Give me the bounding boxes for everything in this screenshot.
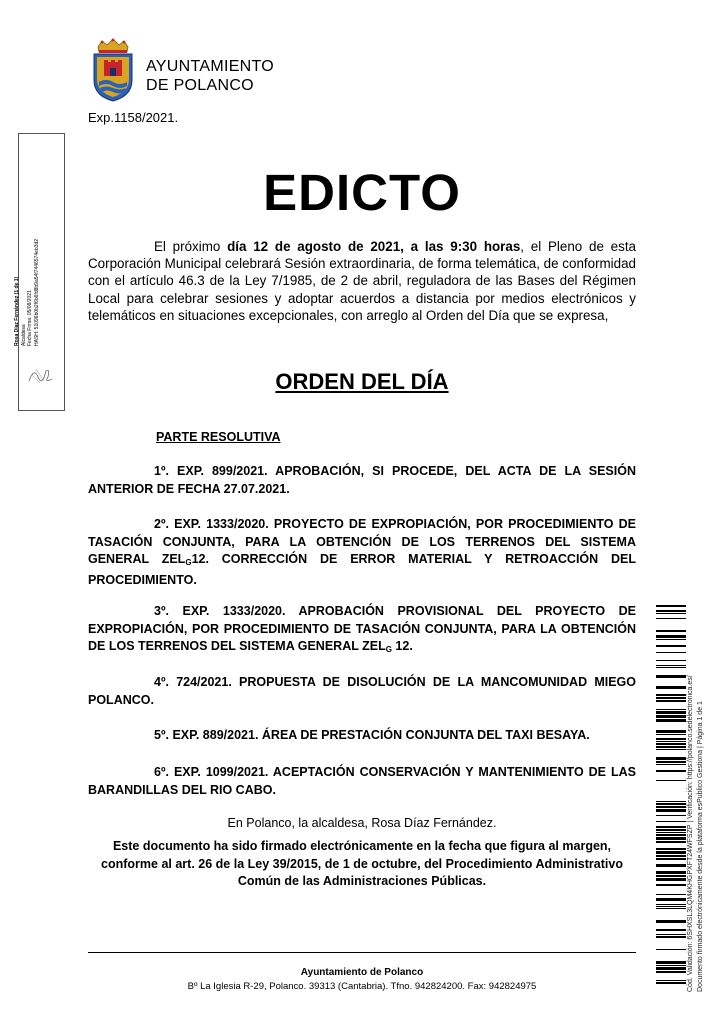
agenda-item-text-end: 12. (391, 639, 413, 653)
barcode-bar (656, 821, 686, 822)
barcode-bar (656, 639, 686, 640)
barcode-bar (656, 618, 686, 619)
barcode-bar (656, 832, 686, 833)
section-heading: PARTE RESOLUTIVA (156, 430, 281, 444)
meeting-date: día 12 de agosto de 2021, a las 9:30 horas (227, 239, 521, 254)
barcode-bar (656, 734, 686, 735)
intro-paragraph (88, 238, 636, 324)
agenda-item-1 (88, 463, 636, 498)
barcode-bar (656, 730, 686, 733)
validation-code-line: Cód. Validación: 6SHXSL3LQM4KHGPXFT24WFSZP | Verificación: https://polanco.sedelectronica.es/ (687, 675, 694, 992)
barcode-bar (656, 780, 686, 781)
barcode-bar (656, 949, 686, 950)
agenda-item-4 (88, 674, 636, 709)
agenda-item-text: 2º. EXP. 1333/2020. PROYECTO DE EXPROPIACIÓN, POR PROCEDIMIENTO DE TASACIÓN CONJUNTA, PARA LA OBTENCIÓN DE LOS TERRENOS DEL SISTEMA GENERAL ZEL (88, 517, 636, 566)
barcode-bar (656, 965, 686, 966)
barcode-bar (656, 841, 686, 843)
signature-line: En Polanco, la alcaldesa, Rosa Díaz Fernández. (227, 816, 497, 830)
validation-side-text (686, 675, 706, 992)
barcode-bar (656, 982, 686, 984)
barcode-bar (656, 961, 686, 964)
signer-role: Alcaldesa (20, 324, 27, 346)
barcode-bar (656, 743, 686, 745)
barcode-bar (656, 826, 686, 828)
municipality-name (146, 57, 274, 95)
subscript: G (385, 645, 392, 654)
agenda-item-2 (88, 516, 636, 589)
legal-notice: Este documento ha sido firmado electrónicamente en la fecha que figura al margen, conforme al art. 26 de la Ley 39/2015, de 1 de octubre, del Procedimiento Administrativo Común de las Administraciones Públicas. (101, 839, 623, 888)
barcode-bar (656, 803, 686, 805)
barcode-bar (656, 806, 686, 808)
agenda-item-text: 4º. 724/2021. PROPUESTA DE DISOLUCIÓN DE LA MANCOMUNIDAD MIEGO POLANCO. (88, 675, 636, 707)
barcode-bar (656, 929, 686, 931)
barcode-bar (656, 711, 686, 714)
barcode-bar (656, 715, 686, 718)
barcode-bar (656, 936, 686, 938)
barcode-bar (656, 878, 686, 881)
barcode-bar (656, 770, 686, 772)
barcode-bar (656, 746, 686, 748)
agenda-item-3 (88, 603, 636, 659)
barcode-bar (656, 809, 686, 812)
barcode-bar (656, 851, 686, 854)
signature-hash: HASH: 51096b0b2f6b6fd8b9a54f7446574eb3d2 (33, 238, 40, 346)
agenda-item-6 (88, 764, 636, 799)
barcode-bar (656, 837, 686, 840)
barcode-bar (656, 749, 686, 750)
barcode-bar (656, 686, 686, 689)
barcode-bar (656, 660, 686, 661)
barcode-bar (656, 855, 686, 857)
barcode-bar (656, 920, 686, 923)
barcode-bar (656, 801, 686, 802)
footer-org-name: Ayuntamiento de Polanco (300, 967, 424, 978)
footer-divider (88, 952, 636, 953)
barcode-bar (656, 605, 686, 607)
barcode-bar (656, 898, 686, 901)
barcode-bar (656, 971, 686, 973)
barcode-bar (656, 675, 686, 678)
barcode-bar (656, 764, 686, 765)
agenda-item-text: 3º. EXP. 1333/2020. APROBACIÓN PROVISIONAL DEL PROYECTO DE EXPROPIACIÓN, POR PROCEDIMIENTO DE TASACIÓN CONJUNTA, PARA LA OBTENCIÓN DE LOS TERRENOS DEL SISTEMA GENERAL ZEL (88, 604, 636, 653)
expediente-number: Exp.1158/2021. (88, 110, 179, 125)
barcode-bar (656, 908, 686, 909)
intro-text-start: El próximo (154, 239, 228, 254)
barcode-bar (656, 761, 686, 763)
barcode-bar (656, 980, 686, 981)
municipal-coat-of-arms-logo (90, 38, 136, 102)
agenda-item-text-end: 12. CORRECCIÓN DE ERROR MATERIAL Y RETROACCIÓN DEL PROCEDIMIENTO. (88, 552, 636, 587)
agenda-title: ORDEN DEL DÍA (275, 369, 449, 394)
barcode-bar (656, 904, 686, 905)
barcode-bar (656, 815, 686, 816)
agenda-item-text: 1º. EXP. 899/2021. APROBACIÓN, SI PROCEDE, DEL ACTA DE LA SESIÓN ANTERIOR DE FECHA 27.07.2021. (88, 464, 636, 496)
barcode-bar (656, 630, 686, 632)
barcode-bar (656, 700, 686, 702)
barcode-bar (656, 645, 686, 647)
barcode-bar (656, 934, 686, 935)
agenda-item-5 (88, 727, 636, 745)
barcode-bar (656, 635, 686, 638)
barcode-bar (656, 834, 686, 836)
barcode-bar (656, 967, 686, 970)
barcode-bar (656, 738, 686, 740)
barcode-bar (656, 906, 686, 907)
barcode-bar (656, 875, 686, 877)
barcode-bar (656, 884, 686, 886)
barcode-bar (656, 709, 686, 710)
barcode-bar (656, 665, 686, 666)
barcode-bar (656, 613, 686, 614)
signature-date: Fecha Firma: 05/08/2021 (27, 290, 33, 346)
validation-barcode (656, 605, 686, 989)
barcode-bar (656, 652, 686, 653)
barcode-bar (656, 864, 686, 867)
barcode-bar (656, 858, 686, 860)
barcode-bar (656, 741, 686, 742)
intro-text-rest: , el Pleno de esta Corporación Municipal celebrará Sesión extraordinaria, de forma telemática, de conformidad con el artículo 46.3 de la Ley 7/1985, de 2 de abril, reguladora de las Bases del Régimen Local para celebrar sesiones y adoptar acuerdos a distancia por medios electrónicos y telemáticos en situaciones excepcionales, con arreglo al Orden del Día que se expresa, (88, 239, 636, 323)
barcode-bar (656, 697, 686, 699)
signer-name: Rosa Díaz Fernández (1 de 1) (14, 276, 20, 346)
org-name-line1: AYUNTAMIENTO (146, 58, 275, 75)
document-title: EDICTO (263, 164, 461, 221)
barcode-bar (656, 719, 686, 722)
footer-address: Bº La Iglesia R-29, Polanco. 39313 (Cantabria). Tfno. 942824200. Fax: 942824975 (187, 981, 537, 992)
platform-line: Documento firmado electrónicamente desde la plataforma esPublico Gestiona | Página 1 de 1 (697, 701, 704, 992)
org-name-line2: DE POLANCO (146, 77, 254, 94)
barcode-bar (656, 667, 686, 668)
barcode-bar (656, 610, 686, 612)
barcode-bar (656, 848, 686, 850)
barcode-bar (656, 757, 686, 760)
barcode-bar (656, 871, 686, 874)
barcode-bar (656, 694, 686, 696)
barcode-bar (656, 829, 686, 831)
subscript: G (185, 558, 192, 567)
agenda-item-text: 5º. EXP. 889/2021. ÁREA DE PRESTACIÓN CONJUNTA DEL TAXI BESAYA. (154, 728, 590, 742)
agenda-item-text: 6º. EXP. 1099/2021. ACEPTACIÓN CONSERVACIÓN Y MANTENIMIENTO DE LAS BARANDILLAS DEL RIO CABO. (88, 765, 636, 797)
barcode-bar (656, 894, 686, 895)
